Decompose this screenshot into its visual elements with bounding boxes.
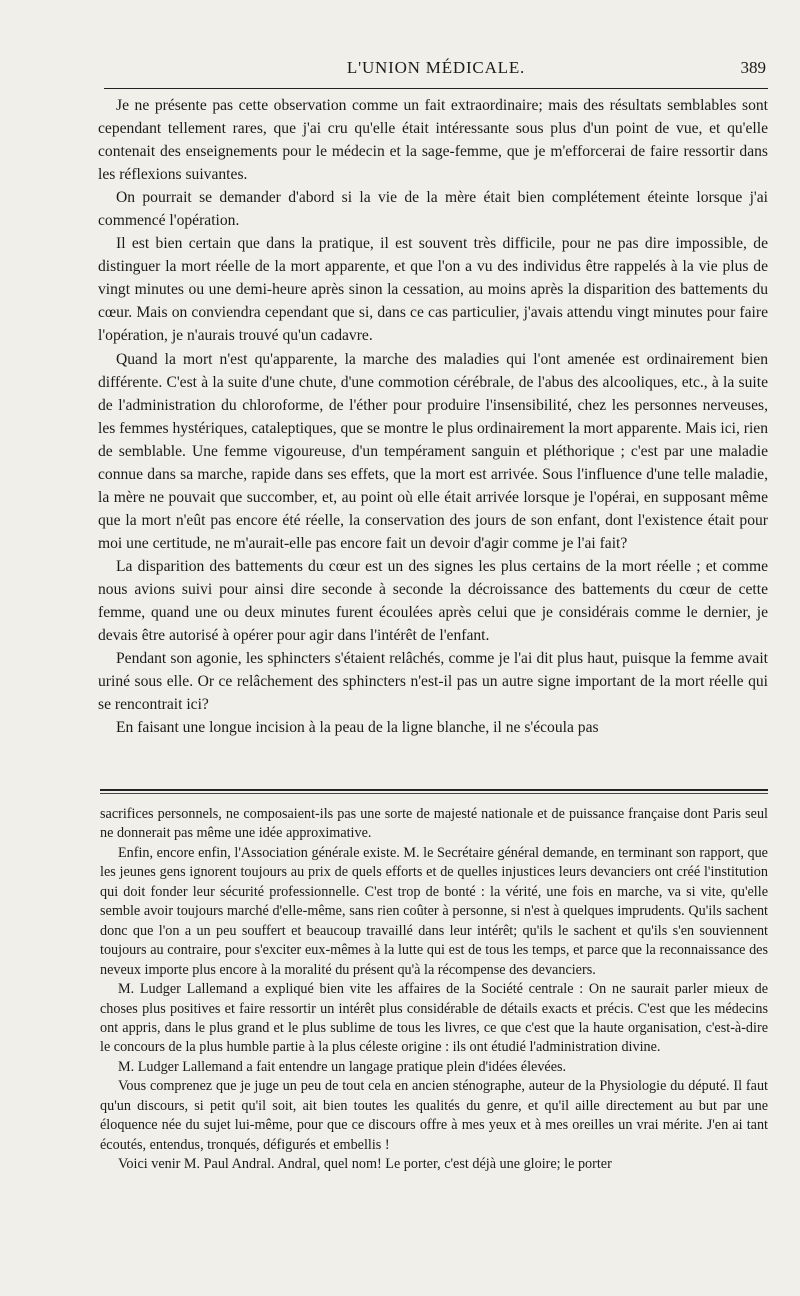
page-number: 389 [740,58,766,77]
feuilleton-rule-thin [100,793,768,794]
page-header [104,50,768,84]
feuilleton-paragraph: M. Ludger Lallemand a fait entendre un langage pratique plein d'idées élevées. [118,1058,567,1075]
feuilleton-paragraph: Enfin, encore enfin, l'Association générale existe. M. le Secrétaire général demande, en terminant son rapport, que les jeunes gens ignorent toujours au prix de quels efforts et de quelles injustices leurs devanciers ont créé l'institution qui doit fonder leur sécurité professionnelle. C'est trop de bonté : la vérité, une fois en marche, va si vite, qu'elle semble avoir toujours marché d'elle-même, sans rien coûter à personne, si n'est à quelques imprudents. Qu'ils sachent donc que l'on a un peu souffert et beaucoup travaillé dans leur intérêt; qu'ils le sachent et qu'ils s'en souviennent toujours au contraire, pour s'exciter eux-mêmes à la lutte qui est de tous les temps, et parce que la reconnaissance des neveux importe plus encore à la moralité du présent qu'à la récompense des devanciers. [100,844,768,978]
header-rule [104,88,768,89]
feuilleton-rule [100,789,768,791]
body-paragraph: Il est bien certain que dans la pratique, il est souvent très difficile, pour ne pas dire impossible, de distinguer la mort réelle de la mort apparente, et que l'on a vu des individus être rappelés à la vie plus de vingt minutes ou une demi-heure après sinon la cessation, au moins après la disparition des battements du cœur. Mais on conviendra cependant que si, dans ce cas particulier, j'avais attendu vingt minutes pour faire l'opération, je n'aurais trouvé qu'un cadavre. [98,235,768,345]
journal-title: L'UNION MÉDICALE. [346,58,526,77]
feuilleton-paragraph: Vous comprenez que je juge un peu de tout cela en ancien sténographe, auteur de la Physiologie du député. Il faut qu'un discours, si petit qu'il soit, ait bien toutes les qualités du genre, et qu'il aille directement au but par une éloquence née du sujet lui-même, pour que ce discours offre à mes yeux et à mes oreilles un vrai mérite. J'en ai tant écoutés, entendus, tronqués, défigurés et embellis ! [100,1078,768,1153]
body-paragraph: La disparition des battements du cœur est un des signes les plus certains de la mort réelle ; et comme nous avions suivi pour ainsi dire seconde à seconde la décroissance des battements du cœur de cette femme, quand une ou deux minutes furent écoulées après celui que je considérais comme le dernier, je devais être autorisé à opérer pour agir dans l'intérêt de l'enfant. [98,557,768,645]
body-paragraph: En faisant une longue incision à la peau de la ligne blanche, il ne s'écoula pas [116,719,599,737]
body-paragraph: Je ne présente pas cette observation comme un fait extraordinaire; mais des résultats semblables sont cependant tellement rares, que j'ai cru qu'elle était intéressante sous plus d'un point de vue, et qu'elle contenait des enseignements pour le médecin et la sage-femme, que je m'efforcerai de faire ressortir dans les réflexions suivantes. [98,97,768,184]
feuilleton-paragraph: sacrifices personnels, ne composaient-ils pas une sorte de majesté nationale et de puissance française dont Paris seul ne donnerait pas même une idée approximative. [100,806,768,842]
feuilleton-paragraph: Voici venir M. Paul Andral. Andral, quel nom! Le porter, c'est déjà une gloire; le porter [118,1156,612,1173]
body-paragraph: Quand la mort n'est qu'apparente, la marche des maladies qui l'ont amenée est ordinairement bien différente. C'est à la suite d'une chute, d'une commotion cérébrale, de l'abus des alcooliques, etc., à la suite de l'administration du chloroforme, de l'éther pour produire l'insensibilité, chez les personnes nerveuses, les femmes hystériques, cataleptiques, que se montre le plus ordinairement la mort apparente. Mais ici, rien de semblable. Une femme vigoureuse, d'un tempérament sanguin et pléthorique ; c'est par une maladie connue dans sa marche, rapide dans ses effets, que la mort est arrivée. Sous l'influence d'une telle maladie, la mère ne pouvait que succomber, et, au point où elle était arrivée lorsque je l'opérai, en supposant même que la mort n'eût pas encore été réelle, la conservation des jours de son enfant, dont l'existence était pour moi une certitude, ne m'aurait-elle pas encore fait un devoir d'agir comme je l'ai fait? [98,350,768,552]
body-paragraph: Pendant son agonie, les sphincters s'étaient relâchés, comme je l'ai dit plus haut, puisque la femme avait uriné sous elle. Or ce relâchement des sphincters n'est-il pas un autre signe important de la mort réelle qui se rencontrait ici? [98,650,768,714]
feuilleton-paragraph: M. Ludger Lallemand a expliqué bien vite les affaires de la Société centrale : On ne saurait parler mieux de choses plus positives et faire ressortir un intérêt plus considérable de détails exacts et précis. C'est que les médecins ont appris, dans le plus grand et le plus sublime de tous les livres, ce que c'est que la haute organisation, c'est-à-dire le concours de la plus humble partie à la plus céleste origine : ils ont étudié l'administration divine. [100,981,768,1056]
article-body [98,94,768,739]
feuilleton-body [100,805,768,1175]
body-paragraph: On pourrait se demander d'abord si la vie de la mère était bien complétement éteinte lorsque j'ai commencé l'opération. [98,189,768,230]
